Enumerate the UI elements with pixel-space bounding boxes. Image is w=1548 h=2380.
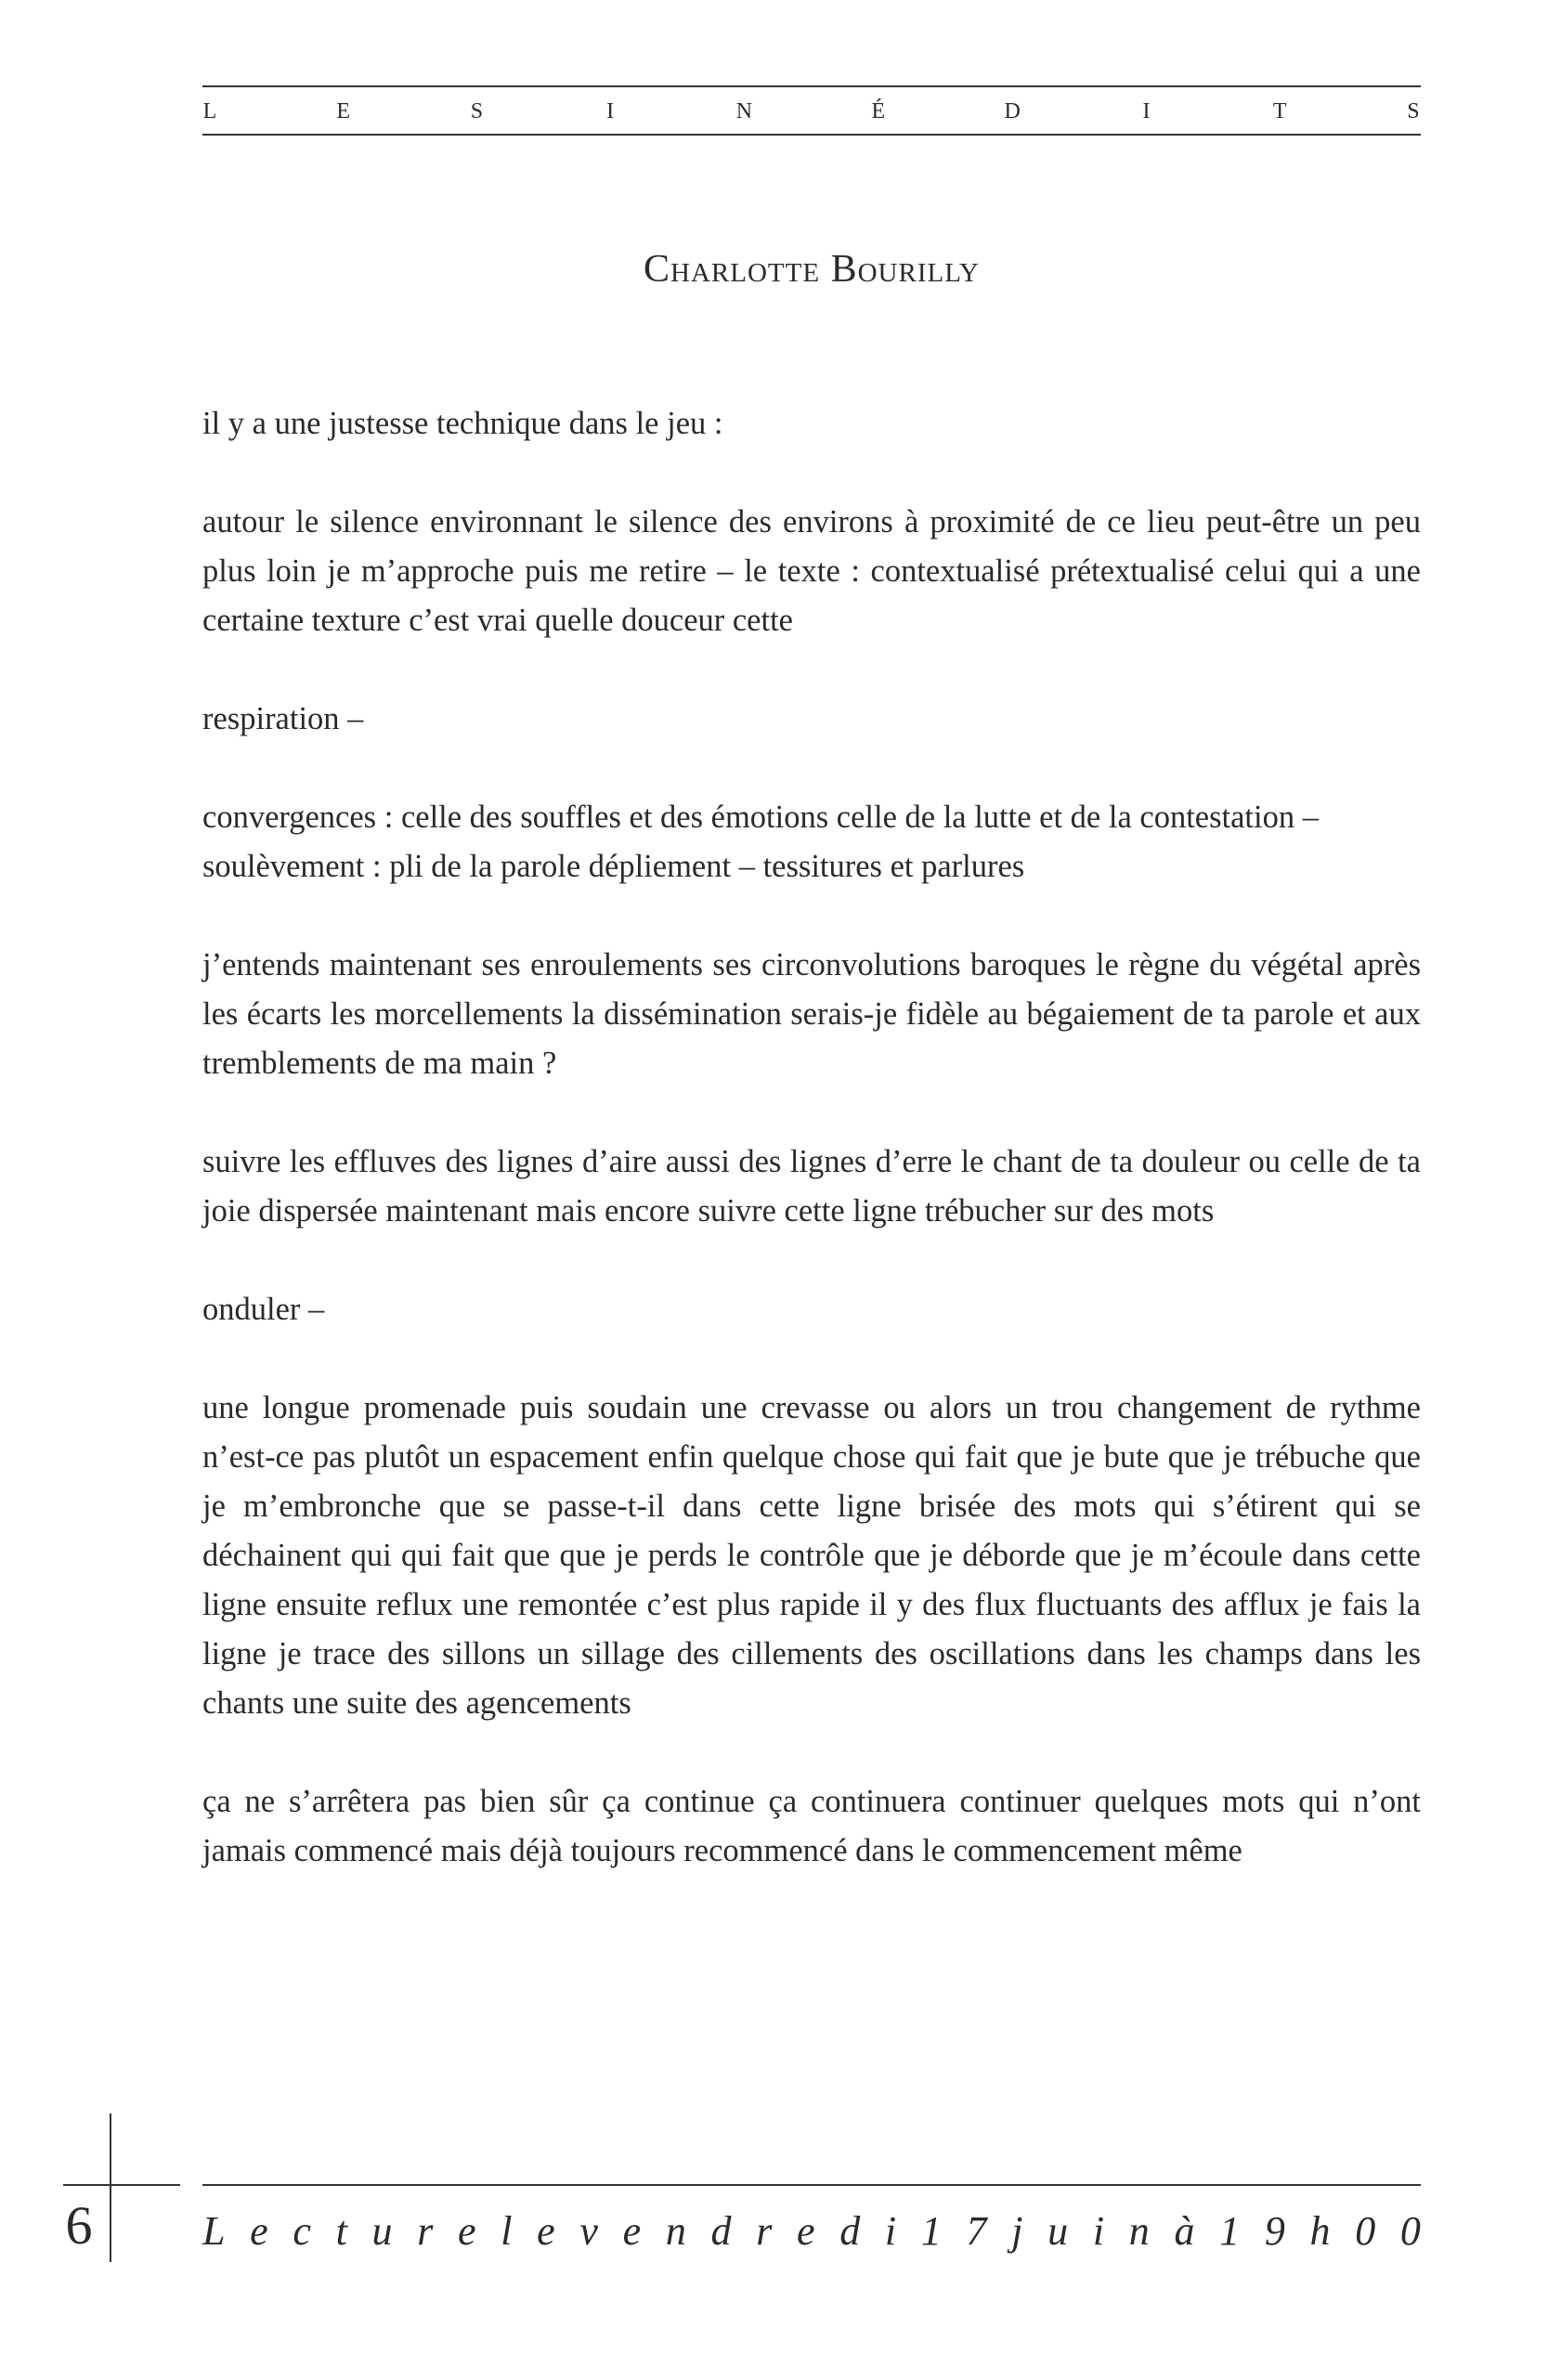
running-header — [202, 93, 1421, 130]
footer-glyph: 0 — [1399, 2207, 1421, 2254]
footer-glyph: n — [665, 2207, 686, 2254]
footer-glyph: 9 — [1264, 2207, 1285, 2254]
running-header-letter: T — [1272, 98, 1287, 124]
footer-glyph: c — [293, 2207, 311, 2254]
paragraph: convergences : celle des souffles et des émotions celle de la lutte et de la contestation – — [202, 800, 1319, 835]
running-header-letter: L — [202, 98, 217, 124]
footer-glyph: d — [839, 2207, 861, 2254]
footer-glyph: à — [1174, 2207, 1195, 2254]
footer-glyph: l — [501, 2207, 513, 2254]
paragraph: j’entends maintenant ses enroulements ses circonvolutions baroques le règne du végétal après les écarts les morcellements la dissémination serais-je fidèle au bégaiement de ta parole et aux tremblements de ma main ? — [202, 947, 1421, 1081]
footer-glyph: r — [417, 2207, 434, 2254]
footer-glyph: 0 — [1355, 2207, 1376, 2254]
author-name: Charlotte Bourilly — [644, 248, 980, 291]
paragraph: respiration – — [202, 701, 364, 736]
running-header-letter: I — [606, 98, 615, 124]
running-header-letter: N — [735, 98, 753, 124]
running-header-letter: S — [1407, 98, 1420, 124]
footer-glyph: h — [1309, 2207, 1331, 2254]
footer-glyph: e — [622, 2207, 642, 2254]
footer-glyph: e — [458, 2207, 476, 2254]
footer-glyph: 7 — [966, 2207, 987, 2254]
paragraph: il y a une justesse technique dans le jeu : — [202, 406, 723, 441]
footer-glyph: e — [250, 2207, 268, 2254]
running-header-letter: D — [1004, 98, 1021, 124]
footer-glyph: r — [756, 2207, 773, 2254]
footer-glyph: e — [797, 2207, 815, 2254]
header-rule-top — [202, 85, 1421, 87]
footer-glyph: u — [371, 2207, 393, 2254]
paragraph: soulèvement : pli de la parole dépliement – tessitures et parlures — [202, 849, 1025, 884]
paragraph: onduler – — [202, 1292, 325, 1327]
header-rule-bottom — [202, 134, 1421, 136]
paragraph: une longue promenade puis soudain une crevasse ou alors un trou changement de rythme n’est-ce pas plutôt un espacement enfin quelque chose qui fait que je bute que je trébuche que je m’embronche que se passe-t-il dans cette ligne brisée des mots qui s’étirent qui se déchainent qui qui fait que que je perds le contrôle que je déborde que je m’écoule dans cette ligne ensuite reflux une remontée c’est plus rapide il y des flux fluctuants des afflux je fais la ligne je trace des sillons un sillage des cillements des oscillations dans les champs dans les chants une suite des agencements — [202, 1390, 1421, 1721]
running-header-letter: I — [1142, 98, 1151, 124]
footer-glyph: u — [1047, 2207, 1069, 2254]
footer-glyph: j — [1011, 2207, 1023, 2254]
paragraph: autour le silence environnant le silence des environs à proximité de ce lieu peut-être un peu plus loin je m’approche puis me retire – le texte : contextualisé prétextualisé celui qui a une certaine texture c’est vrai quelle douceur cette — [202, 504, 1421, 638]
running-header-letter: É — [871, 98, 886, 124]
poem-body — [202, 399, 1421, 1925]
folio-horizontal-rule — [63, 2184, 180, 2186]
footer-glyph: i — [1092, 2207, 1105, 2254]
footer-reading-note — [202, 2203, 1421, 2258]
footer-glyph: v — [579, 2207, 598, 2254]
footer-glyph: n — [1128, 2207, 1150, 2254]
footer-glyph: d — [710, 2207, 732, 2254]
footer-rule — [202, 2184, 1421, 2186]
footer-glyph: 1 — [920, 2207, 942, 2254]
footer-glyph: i — [884, 2207, 897, 2254]
footer-glyph: t — [335, 2207, 347, 2254]
folio-vertical-rule — [110, 2113, 111, 2262]
paragraph: ça ne s’arrêtera pas bien sûr ça continue ça continuera continuer quelques mots qui n’ont jamais commencé mais déjà toujours recommencé dans le commencement même — [202, 1784, 1421, 1868]
paragraph: suivre les effluves des lignes d’aire aussi des lignes d’erre le chant de ta douleur ou celle de ta joie dispersée maintenant mais encore suivre cette ligne trébucher sur des mots — [202, 1144, 1421, 1229]
footer-glyph: 1 — [1219, 2207, 1241, 2254]
page-number: 6 — [65, 2195, 93, 2256]
running-header-letter: E — [336, 98, 351, 124]
running-header-letter: S — [470, 98, 484, 124]
footer-glyph: L — [202, 2207, 226, 2254]
footer-glyph: e — [537, 2207, 555, 2254]
